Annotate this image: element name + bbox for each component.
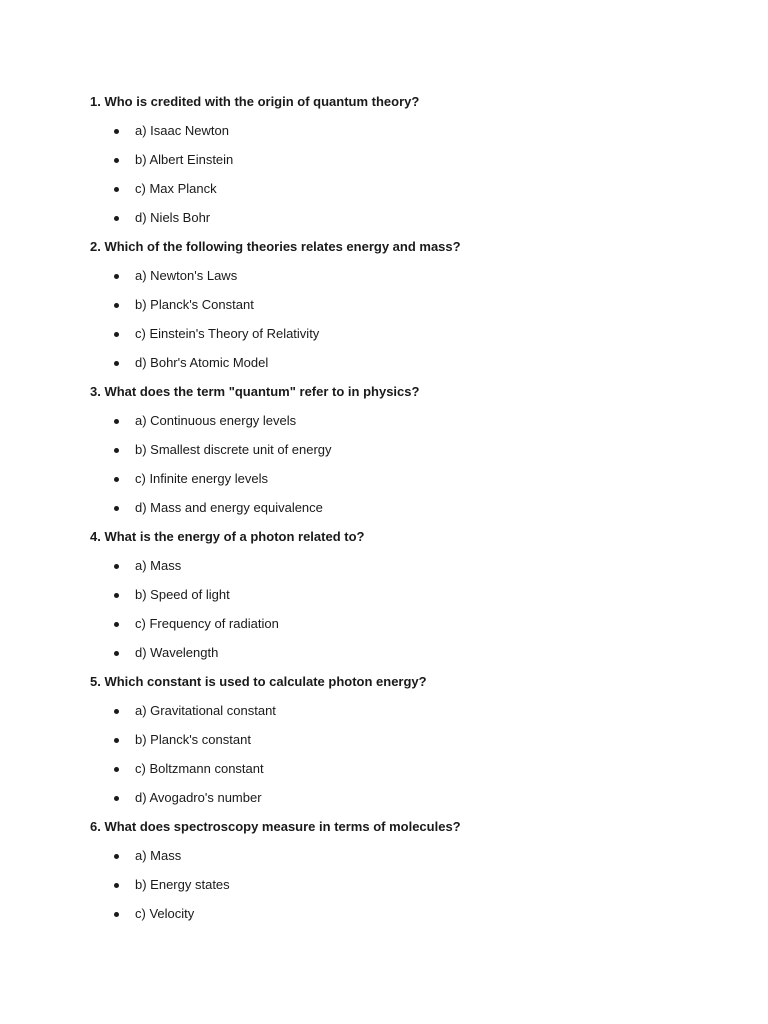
option-item [90, 469, 730, 489]
option-label: a) Gravitational constant [135, 703, 276, 718]
option-item [90, 440, 730, 460]
bullet-icon [114, 129, 119, 134]
option-item [90, 759, 730, 779]
option-item [90, 295, 730, 315]
option-label: a) Continuous energy levels [135, 413, 297, 428]
bullet-icon [114, 767, 119, 772]
option-label: c) Boltzmann constant [135, 761, 264, 776]
option-label: c) Max Planck [135, 181, 217, 196]
option-label: b) Planck's Constant [135, 297, 254, 312]
question-text: 5. Which constant is used to calculate photon energy? [90, 674, 427, 689]
question-block-6 [90, 817, 730, 924]
option-item [90, 498, 730, 518]
question-block-4 [90, 527, 730, 663]
bullet-icon [114, 448, 119, 453]
question-text: 1. Who is credited with the origin of quantum theory? [90, 94, 420, 109]
bullet-icon [114, 187, 119, 192]
option-label: b) Albert Einstein [135, 152, 234, 167]
option-item [90, 788, 730, 808]
option-item [90, 324, 730, 344]
option-item [90, 411, 730, 431]
option-list [90, 411, 730, 518]
option-item [90, 846, 730, 866]
option-label: c) Velocity [135, 906, 195, 921]
option-list [90, 121, 730, 228]
bullet-icon [114, 361, 119, 366]
option-label: c) Einstein's Theory of Relativity [135, 326, 320, 341]
option-label: b) Planck's constant [135, 732, 251, 747]
question-text: 4. What is the energy of a photon related to? [90, 529, 365, 544]
question-text: 3. What does the term "quantum" refer to in physics? [90, 384, 420, 399]
option-label: d) Niels Bohr [135, 210, 211, 225]
bullet-icon [114, 216, 119, 221]
question-text: 2. Which of the following theories relates energy and mass? [90, 239, 461, 254]
quiz-list [90, 92, 730, 933]
option-label: b) Smallest discrete unit of energy [135, 442, 332, 457]
option-item [90, 179, 730, 199]
option-item [90, 904, 730, 924]
bullet-icon [114, 883, 119, 888]
bullet-icon [114, 854, 119, 859]
option-item [90, 121, 730, 141]
option-item [90, 614, 730, 634]
bullet-icon [114, 419, 119, 424]
option-label: d) Bohr's Atomic Model [135, 355, 269, 370]
bullet-icon [114, 912, 119, 917]
bullet-icon [114, 274, 119, 279]
option-item [90, 701, 730, 721]
option-label: d) Mass and energy equivalence [135, 500, 323, 515]
bullet-icon [114, 738, 119, 743]
option-label: b) Speed of light [135, 587, 230, 602]
bullet-icon [114, 622, 119, 627]
option-label: c) Frequency of radiation [135, 616, 279, 631]
option-item [90, 353, 730, 373]
bullet-icon [114, 477, 119, 482]
question-block-5 [90, 672, 730, 808]
option-list [90, 266, 730, 373]
option-list [90, 701, 730, 808]
question-block-3 [90, 382, 730, 518]
option-list [90, 556, 730, 663]
bullet-icon [114, 158, 119, 163]
option-label: d) Avogadro's number [135, 790, 262, 805]
option-label: d) Wavelength [135, 645, 219, 660]
question-block-2 [90, 237, 730, 373]
option-item [90, 730, 730, 750]
option-item [90, 208, 730, 228]
option-item [90, 875, 730, 895]
bullet-icon [114, 506, 119, 511]
option-item [90, 150, 730, 170]
option-item [90, 643, 730, 663]
option-label: a) Mass [135, 558, 182, 573]
bullet-icon [114, 709, 119, 714]
option-label: a) Newton's Laws [135, 268, 238, 283]
option-label: b) Energy states [135, 877, 230, 892]
bullet-icon [114, 651, 119, 656]
option-list [90, 846, 730, 924]
question-block-1 [90, 92, 730, 228]
bullet-icon [114, 796, 119, 801]
option-item [90, 266, 730, 286]
option-label: a) Isaac Newton [135, 123, 229, 138]
option-label: a) Mass [135, 848, 182, 863]
bullet-icon [114, 303, 119, 308]
bullet-icon [114, 593, 119, 598]
option-item [90, 585, 730, 605]
option-label: c) Infinite energy levels [135, 471, 268, 486]
bullet-icon [114, 332, 119, 337]
question-text: 6. What does spectroscopy measure in terms of molecules? [90, 819, 461, 834]
option-item [90, 556, 730, 576]
bullet-icon [114, 564, 119, 569]
